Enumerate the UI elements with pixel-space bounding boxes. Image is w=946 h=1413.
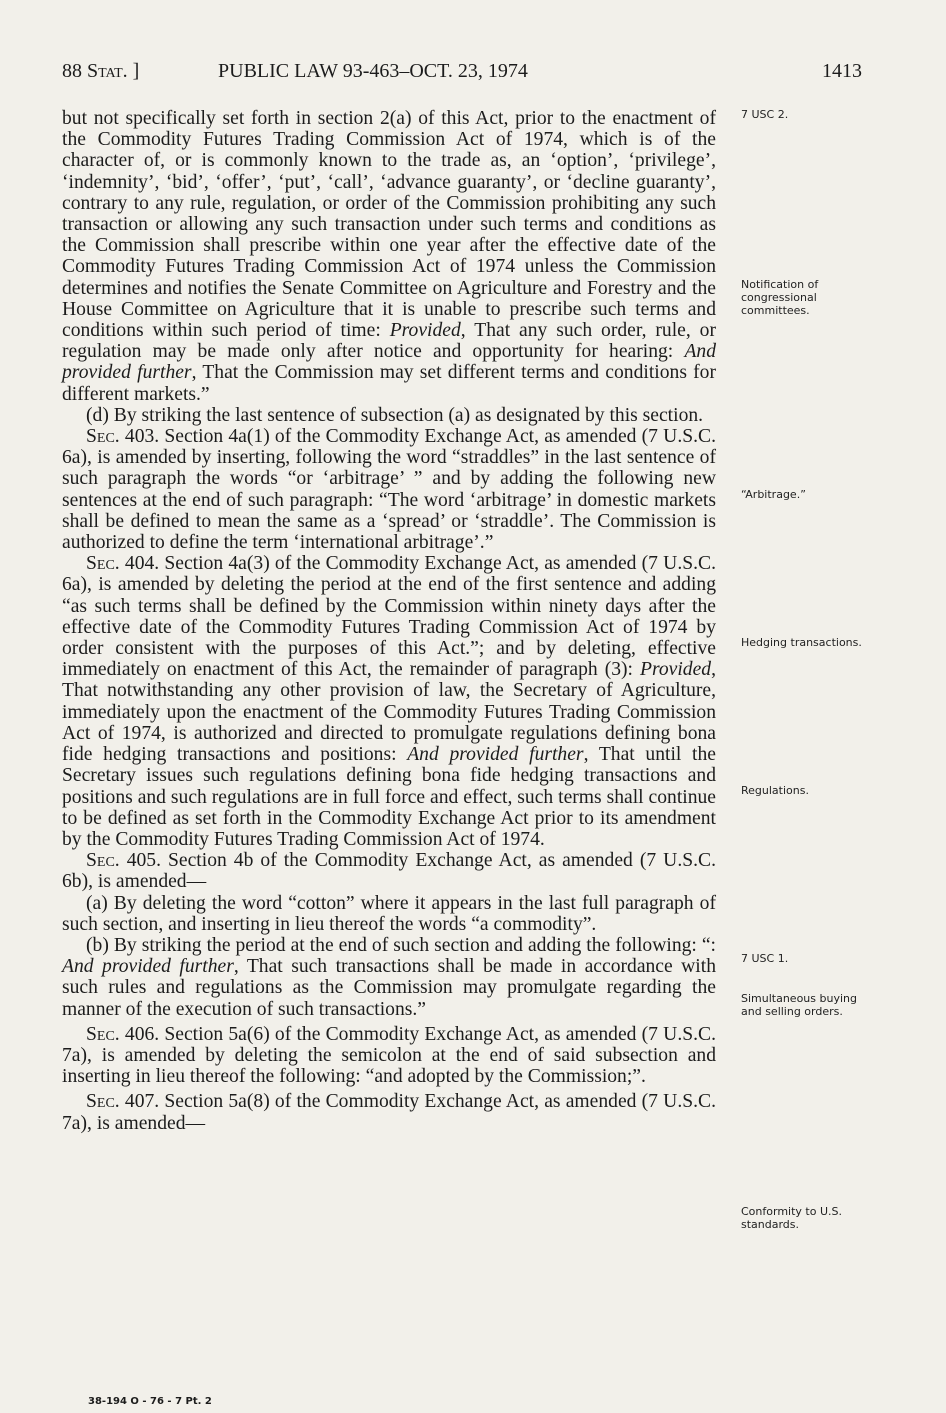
section-407: Sec. 407. Section 5a(8) of the Commodity Exchange Act, as amended (7 U.S.C. 7a), is amended— bbox=[62, 1091, 716, 1134]
section-406: Sec. 406. Section 5a(6) of the Commodity Exchange Act, as amended (7 U.S.C. 7a), is amended by deleting the semicolon at the end of said subsection and inserting in lieu thereof the following: “and adopted by the Commission;”. bbox=[62, 1023, 716, 1088]
paragraph-continuation: but not specifically set forth in section 2(a) of this Act, prior to the enactment of the Commodity Futures Trading Commission Act of 1974, which is of the character of, or is commonly known to the trade as, an ‘option’, ‘privilege’, ‘indemnity’, ‘bid’, ‘offer’, ‘put’, ‘call’, ‘advance guaranty’, or ‘decline guaranty’, contrary to any rule, regulation, or order of the Commission prohibiting any such transaction or allowing any such transaction under such terms and conditions as the Commission shall prescribe within one year after the effective date of the Commodity Futures Trading Commission Act of 1974 unless the Commission determines and notifies the Senate Committee on Agriculture and Forestry and the House Committee on Agriculture that it is unable to prescribe such terms and conditions within such period of time: Provided, That any such order, rule, or regulation may be made only after notice and opportunity for hearing: And provided further, That the Commission may set different terms and conditions for different markets.” bbox=[62, 108, 716, 405]
margin-note-arbitrage: “Arbitrage.” bbox=[741, 488, 806, 501]
margin-note-usc: 7 USC 2. bbox=[741, 108, 789, 121]
margin-note-simultaneous: Simultaneous buying and selling orders. bbox=[741, 992, 857, 1018]
section-403: Sec. 403. Section 4a(1) of the Commodity Exchange Act, as amended (7 U.S.C. 6a), is amended by inserting, following the word “straddles” in the last sentence of such paragraph the words “or ‘arbitrage’ ” and by adding the following new sentences at the end of such paragraph: “The word ‘arbitrage’ in domestic markets shall be defined to mean the same as a ‘spread’ or ‘straddle’. The Commission is authorized to define the term ‘international arbitrage’.” bbox=[62, 426, 716, 554]
section-404: Sec. 404. Section 4a(3) of the Commodity Exchange Act, as amended (7 U.S.C. 6a), is amended by deleting the period at the end of the first sentence and adding “as such terms shall be defined by the Commission within ninety days after the effective date of the Commodity Futures Trading Commission Act of 1974 by order consistent with the purposes of this Act.”; and by deleting, effective immediately on enactment of this Act, the remainder of paragraph (3): Provided, That notwithstanding any other provision of law, the Secretary of Agriculture, immediately upon the enactment of the Commodity Futures Trading Commission Act of 1974, is authorized and directed to promulgate regulations defining bona fide hedging transactions and positions: And provided further, That until the Secretary issues such regulations defining bona fide hedging transactions and positions and such regulations are in full force and effect, such terms shall continue to be defined as set forth in the Commodity Exchange Act prior to its amendment by the Commodity Futures Trading Commission Act of 1974. bbox=[62, 553, 716, 850]
statute-reference: 88 Stat. ] bbox=[62, 60, 140, 82]
margin-note-usc-1: 7 USC 1. bbox=[741, 952, 789, 965]
subsection-a: (a) By deleting the word “cotton” where it appears in the last full paragraph of such section, and inserting in lieu thereof the words “a commodity”. bbox=[62, 892, 716, 935]
law-text bbox=[62, 108, 716, 1134]
margin-note-hedging: Hedging transactions. bbox=[741, 636, 862, 649]
subsection-d: (d) By striking the last sentence of subsection (a) as designated by this section. bbox=[86, 404, 704, 426]
margin-note-notification: Notification of congressional committees. bbox=[741, 278, 819, 317]
margin-note-conformity: Conformity to U.S. standards. bbox=[741, 1205, 842, 1231]
law-title: PUBLIC LAW 93-463–OCT. 23, 1974 bbox=[218, 60, 528, 82]
section-405: Sec. 405. Section 4b of the Commodity Exchange Act, as amended (7 U.S.C. 6b), is amended— bbox=[62, 850, 716, 893]
margin-note-regulations: Regulations. bbox=[741, 784, 809, 797]
print-code: 38-194 O - 76 - 7 Pt. 2 bbox=[88, 1396, 212, 1407]
subsection-b: (b) By striking the period at the end of such section and adding the following: “: And provided further, That such transactions shall be made in accordance with such rules and regulations as the Commission may promulgate regarding the manner of the execution of such transactions.” bbox=[62, 934, 716, 1020]
page-number: 1413 bbox=[822, 60, 862, 82]
page-header bbox=[62, 60, 862, 86]
